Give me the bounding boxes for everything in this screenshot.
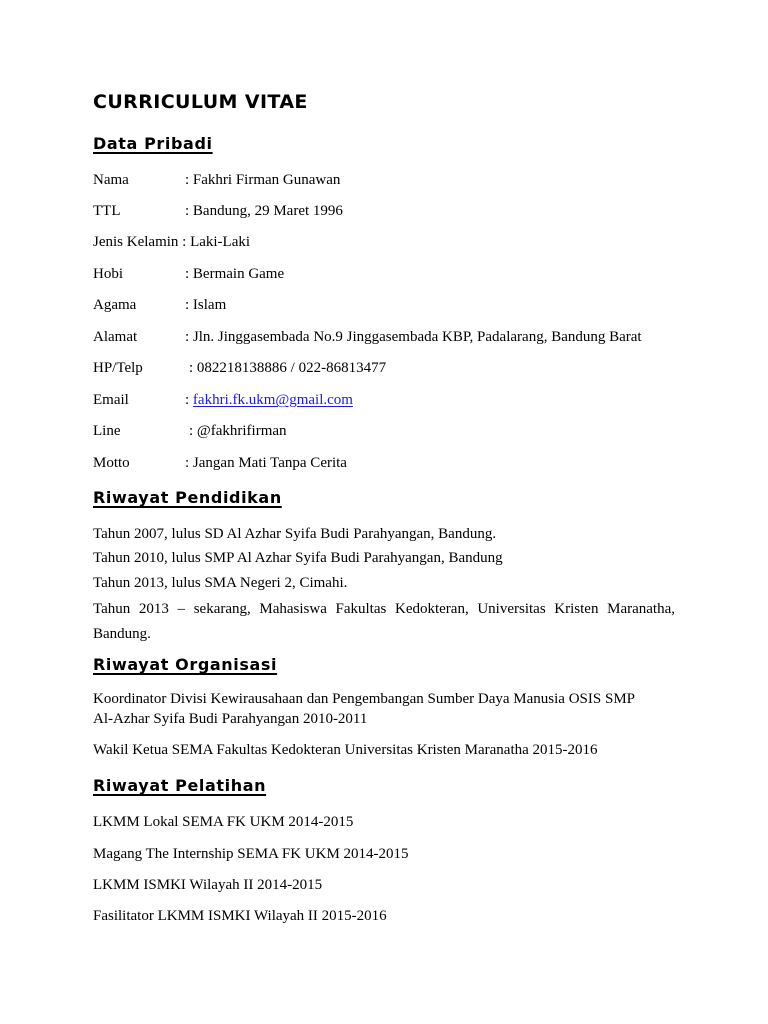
email-colon: : bbox=[185, 392, 193, 408]
field-value: : Jln. Jinggasembada No.9 Jinggasembada KBP, Padalarang, Bandung Barat bbox=[185, 329, 642, 345]
field-value: : @fakhrifirman bbox=[189, 423, 287, 439]
field-label: Hobi bbox=[93, 266, 123, 282]
section-heading-education: Riwayat Pendidikan bbox=[93, 488, 282, 507]
field-label: Agama bbox=[93, 297, 137, 313]
field-value: : Bandung, 29 Maret 1996 bbox=[185, 203, 343, 219]
field-value: : Islam bbox=[185, 297, 227, 313]
organization-item: Wakil Ketua SEMA Fakultas Kedokteran Universitas Kristen Maranatha 2015-2016 bbox=[93, 742, 598, 758]
training-item: LKMM ISMKI Wilayah II 2014-2015 bbox=[93, 877, 323, 893]
document-title: CURRICULUM VITAE bbox=[93, 91, 308, 113]
education-item: Tahun 2010, lulus SMP Al Azhar Syifa Budi Parahyangan, Bandung bbox=[93, 550, 503, 566]
field-label: TTL bbox=[93, 203, 121, 219]
organization-item: Al-Azhar Syifa Budi Parahyangan 2010-2011 bbox=[93, 711, 368, 727]
field-label: Nama bbox=[93, 172, 129, 188]
education-item: Tahun 2007, lulus SD Al Azhar Syifa Budi Parahyangan, Bandung. bbox=[93, 526, 497, 542]
field-value: : 082218138886 / 022-86813477 bbox=[189, 360, 387, 376]
organization-item: Koordinator Divisi Kewirausahaan dan Pengembangan Sumber Daya Manusia OSIS SMP bbox=[93, 691, 635, 707]
field-label: HP/Telp bbox=[93, 360, 143, 376]
field-label: Email bbox=[93, 392, 129, 408]
field-label: Line bbox=[93, 423, 121, 439]
training-item: Magang The Internship SEMA FK UKM 2014-2015 bbox=[93, 846, 409, 862]
field-label: Motto bbox=[93, 455, 130, 471]
field-value: : Fakhri Firman Gunawan bbox=[185, 172, 341, 188]
field-value bbox=[185, 390, 353, 410]
section-heading-personal: Data Pribadi bbox=[93, 134, 213, 153]
education-item: Bandung. bbox=[93, 626, 151, 642]
education-item: Tahun 2013 – sekarang, Mahasiswa Fakultas Kedokteran, Universitas Kristen Maranatha, bbox=[93, 601, 675, 617]
field-label: Alamat bbox=[93, 329, 138, 345]
training-item: Fasilitator LKMM ISMKI Wilayah II 2015-2016 bbox=[93, 908, 387, 924]
section-heading-organization: Riwayat Organisasi bbox=[93, 655, 278, 674]
field-value: Jenis Kelamin : Laki-Laki bbox=[93, 234, 251, 250]
field-value: : Bermain Game bbox=[185, 266, 285, 282]
training-item: LKMM Lokal SEMA FK UKM 2014-2015 bbox=[93, 814, 354, 830]
field-value: : Jangan Mati Tanpa Cerita bbox=[185, 455, 347, 471]
section-heading-training: Riwayat Pelatihan bbox=[93, 776, 267, 795]
email-link[interactable]: fakhri.fk.ukm@gmail.com bbox=[192, 392, 353, 408]
education-item: Tahun 2013, lulus SMA Negeri 2, Cimahi. bbox=[93, 575, 348, 591]
